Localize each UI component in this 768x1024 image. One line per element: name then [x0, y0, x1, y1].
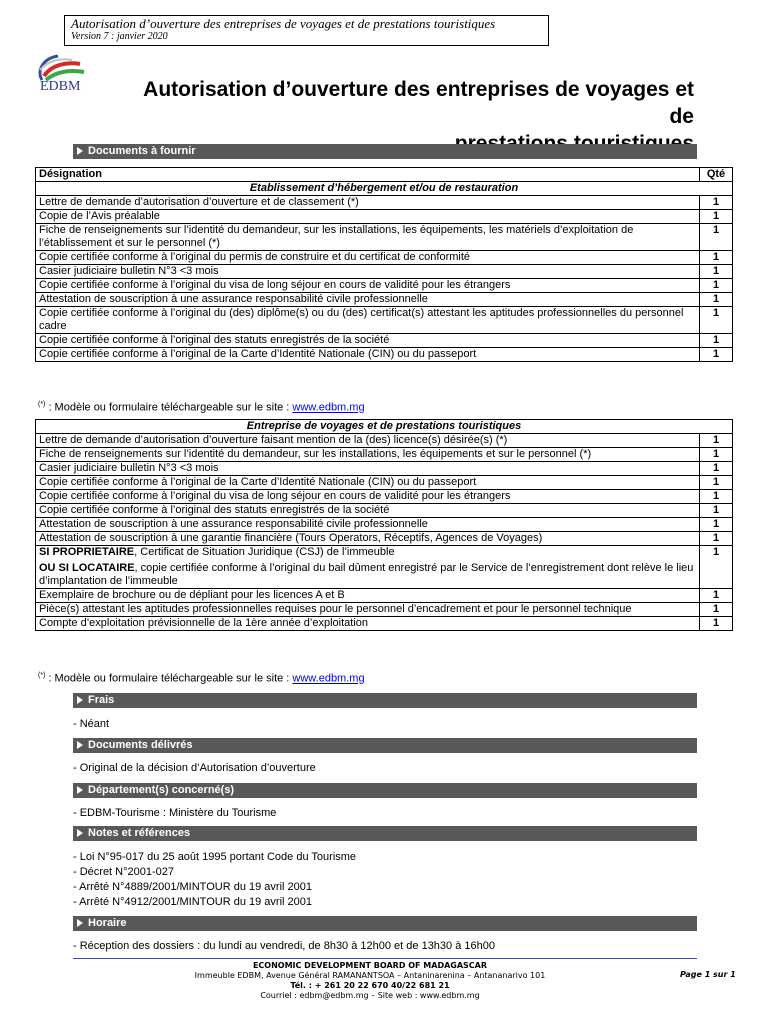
qty-cell: 1	[700, 448, 733, 462]
qty-cell: 1	[700, 462, 733, 476]
table-row	[36, 279, 733, 293]
section-bar-delivres: Documents délivrés	[73, 738, 697, 753]
table-row	[36, 504, 733, 518]
qty-cell: 1	[700, 196, 733, 210]
table-row	[36, 617, 733, 631]
qty-cell: 1	[700, 334, 733, 348]
table-row	[36, 462, 733, 476]
table-row	[36, 334, 733, 348]
qty-cell: 1	[700, 279, 733, 293]
designation-cell: Compte d’exploitation prévisionnelle de la 1ère année d’exploitation	[36, 617, 700, 631]
table2-body	[36, 434, 733, 546]
designation-cell: Attestation de souscription à une assurance responsabilité civile professionnelle	[36, 518, 700, 532]
designation-cell: Pièce(s) attestant les aptitudes professionnelles requises pour le personnel d’encadrement et pour le personnel technique	[36, 603, 700, 617]
qty-cell: 1	[700, 210, 733, 224]
designation-cell: Exemplaire de brochure ou de dépliant pour les licences A et B	[36, 589, 700, 603]
arrow-right-icon	[77, 919, 83, 927]
col-qte: Qté	[700, 168, 733, 182]
title-line-1: Autorisation d’ouverture des entreprises de voyages et de	[143, 78, 694, 128]
qty-cell: 1	[700, 603, 733, 617]
page-number: Page 1 sur 1	[680, 970, 736, 979]
designation-cell: Copie certifiée conforme à l’original du (des) diplôme(s) ou du (des) certificat(s) attestant les aptitudes professionnelles du personnel cadre	[36, 307, 700, 334]
table-row	[36, 265, 733, 279]
documents-table-2	[35, 419, 733, 631]
table-section-row	[36, 182, 733, 196]
table-row	[36, 490, 733, 504]
edbm-link[interactable]: www.edbm.mg	[292, 672, 365, 685]
table-row	[36, 224, 733, 251]
arrow-right-icon	[77, 147, 83, 155]
table-header-row	[36, 168, 733, 182]
qty-cell: 1	[700, 265, 733, 279]
qty-cell: 1	[700, 490, 733, 504]
header-version: Version 7 : janvier 2020	[71, 31, 168, 42]
header-doc-title: Autorisation d’ouverture des entreprises de voyages et de prestations touristiques	[71, 16, 496, 31]
table-row	[36, 589, 733, 603]
list-item: - Arrêté N°4889/2001/MINTOUR du 19 avril 2001	[73, 881, 312, 893]
qty-cell: 1	[700, 617, 733, 631]
designation-cell: Copie certifiée conforme à l’original de la Carte d’Identité Nationale (CIN) ou du passeport	[36, 476, 700, 490]
table-row	[36, 210, 733, 224]
footer-mail: Courriel : edbm@edbm.mg – Site web : www.edbm.mg	[260, 991, 480, 1000]
qty-cell: 1	[700, 224, 733, 251]
designation-cell: Casier judiciaire bulletin N°3 <3 mois	[36, 265, 700, 279]
table-row	[36, 307, 733, 334]
qty-cell: 1	[700, 251, 733, 265]
footer-divider	[73, 958, 697, 959]
list-item: - Loi N°95-017 du 25 août 1995 portant Code du Tourisme	[73, 851, 357, 863]
designation-cell: Fiche de renseignements sur l’identité du demandeur, sur les installations, les équipements, les matériels d’exploitation de l’établissement et sur le personnel (*)	[36, 224, 700, 251]
section-bar-notes: Notes et références	[73, 826, 697, 841]
qty-cell: 1	[700, 546, 733, 589]
qty-cell: 1	[700, 293, 733, 307]
table-row	[36, 348, 733, 362]
footer-org: ECONOMIC DEVELOPMENT BOARD OF MADAGASCAR	[252, 961, 488, 970]
footer	[120, 961, 620, 1001]
designation-cell: Attestation de souscription à une garantie financière (Tours Operators, Réceptifs, Agences de Voyages)	[36, 532, 700, 546]
designation-cell: Lettre de demande d’autorisation d’ouverture faisant mention de la (des) licence(s) désirée(s) (*)	[36, 434, 700, 448]
qty-cell: 1	[700, 518, 733, 532]
section-bar-departement: Département(s) concerné(s)	[73, 783, 697, 798]
designation-cell: Casier judiciaire bulletin N°3 <3 mois	[36, 462, 700, 476]
designation-cell: Copie certifiée conforme à l’original de la Carte d’Identité Nationale (CIN) ou du passeport	[36, 348, 700, 362]
table-row	[36, 603, 733, 617]
designation-cell: Attestation de souscription à une assurance responsabilité civile professionnelle	[36, 293, 700, 307]
table-row	[36, 434, 733, 448]
header-box	[64, 15, 549, 46]
table-section-title: Etablissement d’hébergement et/ou de restauration	[36, 182, 733, 196]
logo-text: EDBM	[40, 79, 81, 94]
list-item: - Réception des dossiers : du lundi au vendredi, de 8h30 à 12h00 et de 13h30 à 16h00	[73, 940, 495, 952]
table-row	[36, 518, 733, 532]
documents-table-1	[35, 167, 733, 362]
table-row	[36, 448, 733, 462]
edbm-link[interactable]: www.edbm.mg	[292, 401, 365, 414]
table2-body-after	[36, 589, 733, 631]
list-item: - EDBM-Tourisme : Ministère du Tourisme	[73, 807, 277, 819]
table-section-title: Entreprise de voyages et de prestations touristiques	[36, 420, 733, 434]
table1-body	[36, 196, 733, 362]
qty-cell: 1	[700, 348, 733, 362]
list-item: - Original de la décision d’Autorisation d’ouverture	[73, 762, 316, 774]
footnote-1: (*) : Modèle ou formulaire téléchargeable sur le site : www.edbm.mg	[38, 401, 365, 414]
proprio-cell: SI PROPRIETAIRE, Certificat de Situation Juridique (CSJ) de l’immeuble OU SI LOCATAIRE, copie certifiée conforme à l’original du bail dûment enregistré par le Service de l’enregistrement dont relève le lieu d’implantation de l’immeuble	[36, 546, 700, 589]
section-bar-documents: Documents à fournir	[73, 144, 697, 159]
designation-cell: Fiche de renseignements sur l’identité du demandeur, sur les installations, les équipements et sur le personnel (*)	[36, 448, 700, 462]
designation-cell: Copie de l’Avis préalable	[36, 210, 700, 224]
arrow-right-icon	[77, 696, 83, 704]
arrow-right-icon	[77, 829, 83, 837]
arrow-right-icon	[77, 786, 83, 794]
designation-cell: Copie certifiée conforme à l’original du visa de long séjour en cours de validité pour les étrangers	[36, 279, 700, 293]
table-row	[36, 546, 733, 589]
table-row	[36, 293, 733, 307]
footnote-2: (*) : Modèle ou formulaire téléchargeable sur le site : www.edbm.mg	[38, 672, 365, 685]
designation-cell: Copie certifiée conforme à l’original des statuts enregistrés de la société	[36, 334, 700, 348]
table-section-row	[36, 420, 733, 434]
table-row	[36, 196, 733, 210]
designation-cell: Copie certifiée conforme à l’original du visa de long séjour en cours de validité pour les étrangers	[36, 490, 700, 504]
qty-cell: 1	[700, 476, 733, 490]
designation-cell: Lettre de demande d’autorisation d’ouverture et de classement (*)	[36, 196, 700, 210]
section-bar-horaire: Horaire	[73, 916, 697, 931]
qty-cell: 1	[700, 307, 733, 334]
list-item: - Arrêté N°4912/2001/MINTOUR du 19 avril 2001	[73, 896, 312, 908]
table-row	[36, 532, 733, 546]
section-bar-frais: Frais	[73, 693, 697, 708]
qty-cell: 1	[700, 532, 733, 546]
designation-cell: Copie certifiée conforme à l’original du permis de construire et du certificat de conformité	[36, 251, 700, 265]
qty-cell: 1	[700, 589, 733, 603]
designation-cell: Copie certifiée conforme à l’original des statuts enregistrés de la société	[36, 504, 700, 518]
footer-tel: Tél. : + 261 20 22 670 40/22 681 21	[290, 981, 450, 990]
qty-cell: 1	[700, 434, 733, 448]
list-item: - Néant	[73, 718, 110, 730]
qty-cell: 1	[700, 504, 733, 518]
arrow-right-icon	[77, 741, 83, 749]
col-designation: Désignation	[36, 168, 700, 182]
footer-address: Immeuble EDBM, Avenue Général RAMANANTSOA – Antaninarenina – Antananarivo 101	[194, 971, 546, 980]
table-row	[36, 251, 733, 265]
table-row	[36, 476, 733, 490]
list-item: - Décret N°2001-027	[73, 866, 175, 878]
